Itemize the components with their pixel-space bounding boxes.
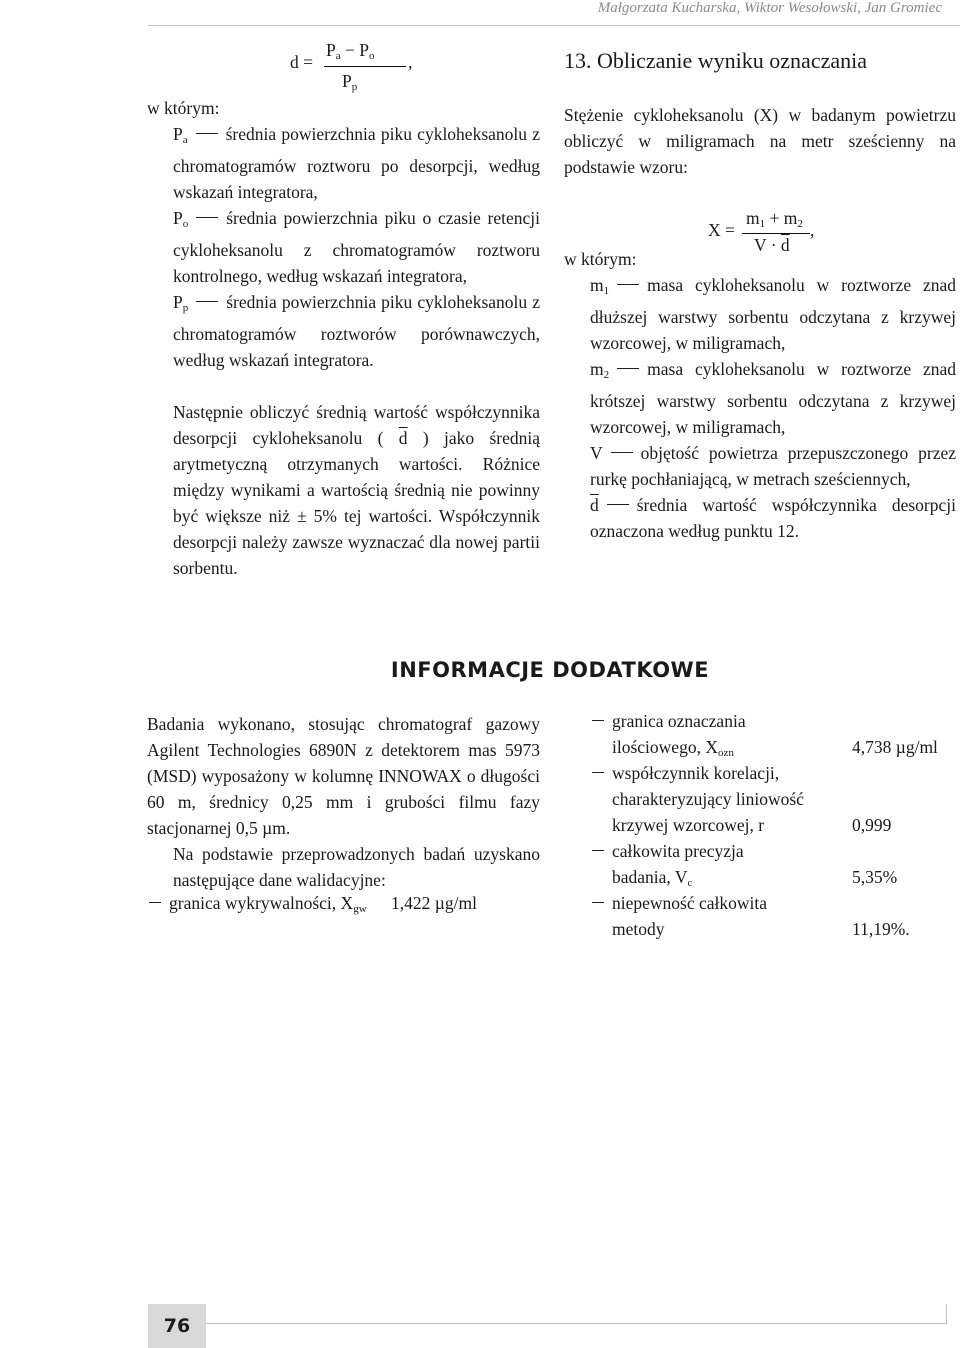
- formula-x-denominator: $V \cdot \overline{d}$: [754, 235, 790, 255]
- info-title: INFORMACJE DODATKOWE: [390, 658, 710, 682]
- running-header-authors: Małgorzata Kucharska, Wiktor Wesołowski, Jan Gromiec: [597, 0, 942, 16]
- right-column: [564, 102, 956, 180]
- formula-x-bar: [742, 233, 810, 234]
- formula-d-numerator: $P_a - P_o$: [326, 40, 375, 62]
- d-bar-symbol: $\overline{d}$: [398, 428, 408, 448]
- def-m2: $m_2$ masa cykloheksanolu w roztworze znad krótszej warstwy sorbentu odczytana z krzywej wzorcowej, w miligramach,: [590, 359, 956, 437]
- formula-d: [290, 40, 420, 100]
- formula-d-lhs: d =: [290, 52, 313, 72]
- info-paragraph-1: Badania wykonano, stosując chromatograf gazowy Agilent Technologies 6890N z detektorem mas 5973 (MSD) wyposażony w kolumnę INNOWAX o długości 60 m, średnicy 0,25 mm i grubości filmu fazy stacjonarnej 0,5 µm.: [147, 714, 540, 838]
- left-paragraph-desorption: Następnie obliczyć średnią wartość współczynnika desorpcji cykloheksanolu ( $\overline{d}$ ) jako średnią arytmetyczną otrzymanych wartości. Różnice między wynikami a wartością średnią nie powinny być większe niż ± 5% tej wartości. Współczynnik desorpcji należy zawsze wyznaczać dla nowej partii sorbentu.: [173, 402, 541, 578]
- formula-d-bar: [324, 66, 406, 67]
- def-pp: $P_p$ średnia powierzchnia piku cykloheksanolu z chromatogramów roztworów porównawczych, według wskazań integratora.: [173, 292, 540, 370]
- info-paragraph-2: Na podstawie przeprowadzonych badań uzyskano następujące dane walidacyjne:: [173, 844, 540, 890]
- def-pa: $P_a$ średnia powierzchnia piku cykloheksanolu z chromatogramów roztworu po desorpcji, według wskazań integratora,: [173, 124, 540, 202]
- validation-correlation-label: współczynnik korelacji,: [592, 763, 779, 784]
- right-definitions: [564, 246, 956, 544]
- info-left: [147, 711, 540, 893]
- validation-correlation-value: 0,999: [852, 815, 892, 835]
- header-rule: [148, 25, 960, 26]
- validation-uncertainty-value: 11,19%.: [852, 919, 910, 939]
- def-m1: $m_1$ masa cykloheksanolu w roztworze znad dłuższej warstwy sorbentu odczytana z krzywej wzorcowej, w miligramach,: [590, 275, 956, 353]
- page-number: 76: [148, 1304, 206, 1348]
- validation-precision-value: 5,35%: [852, 867, 898, 887]
- validation-detection-limit: granica wykrywalności, $X_{gw}$ 1,422 µg/ml: [149, 893, 477, 915]
- validation-uncertainty-line2: metody: [612, 919, 665, 939]
- left-column: [147, 95, 540, 581]
- footer-rule-tick: [946, 1304, 947, 1324]
- section-heading: 13. Obliczanie wyniku oznaczania: [564, 48, 867, 73]
- formula-d-denominator: $P_p$: [342, 71, 358, 93]
- validation-precision-label: całkowita precyzja: [592, 841, 744, 862]
- left-wktorym: w którym:: [147, 98, 220, 118]
- def-d: $\overline{d}$ średnia wartość współczynnika desorpcji oznaczona według punktu 12.: [590, 495, 956, 541]
- validation-precision-line2: badania, $V_c$: [612, 867, 693, 889]
- validation-quantitation-value: 4,738 µg/ml: [852, 737, 938, 757]
- right-intro: Stężenie cykloheksanolu (X) w badanym powietrzu obliczyć w miligramach na metr sześcienny na podstawie wzoru:: [564, 105, 956, 177]
- validation-quantitation-label: granica oznaczania: [592, 711, 746, 732]
- validation-correlation-line3: krzywej wzorcowej, r: [612, 815, 765, 835]
- def-v: V objętość powietrza przepuszczonego przez rurkę pochłaniającą, w metrach sześciennych,: [590, 443, 956, 489]
- formula-x-numerator: $m_1 + m_2$: [746, 208, 803, 230]
- formula-x-comma: ,: [810, 220, 815, 240]
- formula-x-lhs: X =: [708, 220, 735, 240]
- validation-correlation-line2: charakteryzujący liniowość: [612, 789, 804, 809]
- right-wktorym: w którym:: [564, 249, 637, 269]
- formula-d-comma: ,: [408, 52, 413, 72]
- validation-quantitation-line2: ilościowego, $X_{ozn}$: [612, 737, 734, 759]
- validation-uncertainty-label: niepewność całkowita: [592, 893, 767, 914]
- def-po: $P_o$ średnia powierzchnia piku o czasie retencji cykloheksanolu z chromatogramów roztworu kontrolnego, według wskazań integratora,: [173, 208, 540, 286]
- footer-rule: [206, 1323, 946, 1324]
